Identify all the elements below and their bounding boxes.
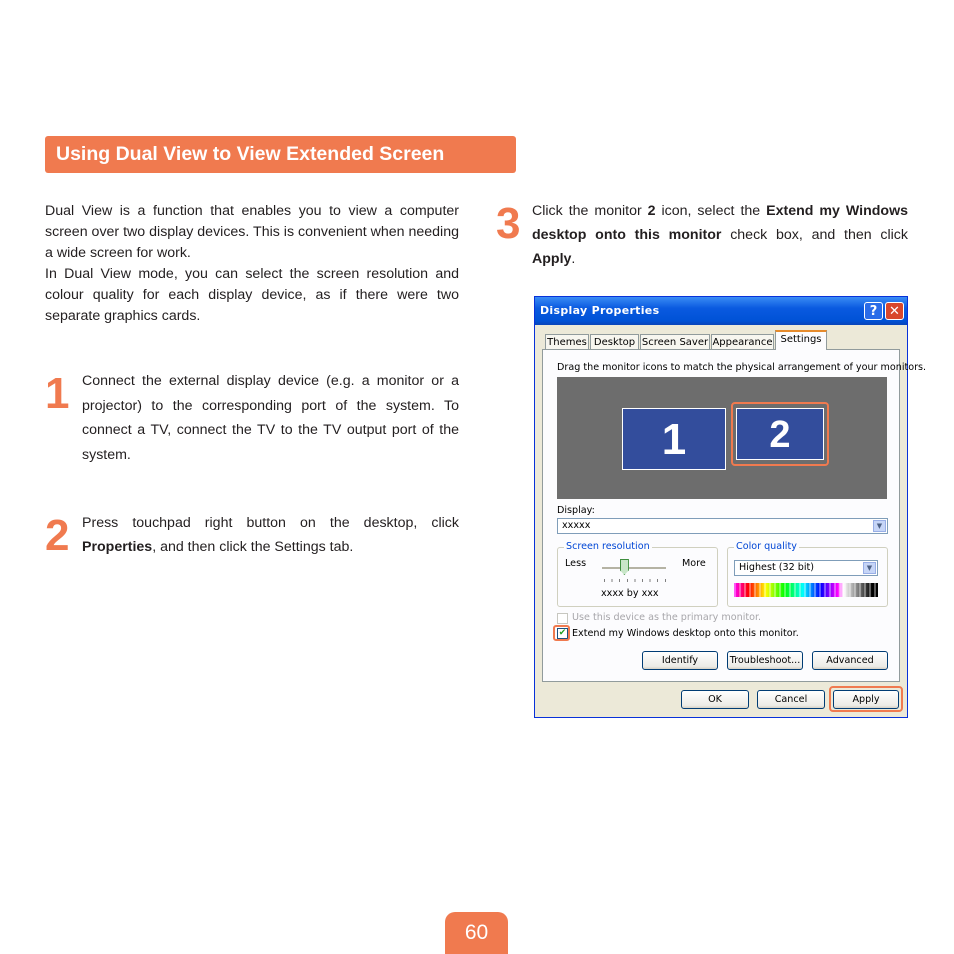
apply-button[interactable]: Apply bbox=[833, 690, 899, 709]
apply-highlight bbox=[829, 686, 903, 712]
step-1-paragraph: Connect the external display device (e.g. a monitor or a projector) to the corresponding port of the system. To connect a TV, connect the TV to the TV output port of the system. bbox=[82, 373, 459, 463]
intro-text bbox=[45, 201, 459, 327]
step-2-number: 2 bbox=[45, 511, 70, 560]
resolution-less-label: Less bbox=[565, 558, 587, 569]
tab-appearance[interactable]: Appearance bbox=[711, 334, 774, 350]
tab-desktop[interactable]: Desktop bbox=[590, 334, 639, 350]
monitor-arrangement-area[interactable] bbox=[557, 377, 887, 499]
settings-panel bbox=[542, 349, 927, 682]
step-3-bold: Apply bbox=[532, 251, 572, 267]
step-2-bold: Properties bbox=[82, 539, 153, 555]
monitor-1-icon[interactable]: 1 bbox=[622, 408, 726, 470]
color-quality-value: Highest (32 bit) bbox=[739, 562, 815, 573]
color-quality-select[interactable] bbox=[734, 560, 878, 576]
resolution-value: xxxx by xxx bbox=[601, 588, 659, 599]
display-value: xxxxx bbox=[562, 520, 591, 531]
arrange-instruction: Drag the monitor icons to match the physical arrangement of your monitors. bbox=[557, 362, 927, 373]
extend-desktop-label: Extend my Windows desktop onto this monitor. bbox=[572, 628, 799, 639]
page-number: 60 bbox=[445, 912, 508, 954]
extend-desktop-checkbox[interactable]: ✔ bbox=[558, 628, 567, 638]
color-quality-group bbox=[727, 541, 888, 607]
display-properties-dialog bbox=[534, 296, 927, 718]
resolution-slider-track[interactable] bbox=[602, 567, 666, 569]
tab-themes[interactable]: Themes bbox=[545, 334, 589, 350]
help-icon[interactable]: ? bbox=[864, 302, 883, 320]
color-spectrum-bar bbox=[734, 583, 878, 597]
resolution-more-label: More bbox=[682, 558, 706, 569]
step-3-bold: 2 bbox=[647, 203, 656, 219]
tab-screen-saver[interactable]: Screen Saver bbox=[640, 334, 710, 350]
dialog-title: Display Properties bbox=[540, 304, 660, 317]
step-3-text-part: check box, and then click bbox=[721, 227, 908, 243]
troubleshoot-button[interactable]: Troubleshoot... bbox=[727, 651, 803, 670]
intro-paragraph-1: Dual View is a function that enables you to view a computer screen over two display devices. This is convenient when needing a wide screen for work. bbox=[45, 203, 459, 261]
monitor-2-highlight bbox=[731, 402, 829, 466]
step-3-text-part: . bbox=[571, 251, 576, 267]
ok-button[interactable]: OK bbox=[681, 690, 749, 709]
dialog-titlebar[interactable] bbox=[535, 297, 907, 325]
step-2-text-part: Press touchpad right button on the desktop, click bbox=[82, 515, 459, 531]
display-label: Display: bbox=[557, 505, 595, 516]
primary-monitor-checkbox[interactable] bbox=[557, 613, 568, 624]
color-quality-legend: Color quality bbox=[736, 541, 797, 552]
step-1-text bbox=[82, 369, 459, 467]
monitor-2-icon[interactable]: 2 bbox=[736, 408, 824, 460]
step-3-number: 3 bbox=[496, 199, 521, 248]
chevron-down-icon[interactable]: ▼ bbox=[873, 520, 886, 532]
identify-button[interactable]: Identify bbox=[642, 651, 718, 670]
close-icon[interactable]: ✕ bbox=[885, 302, 904, 320]
step-3-text bbox=[532, 199, 908, 271]
extend-checkbox-highlight bbox=[553, 625, 570, 641]
step-2-text bbox=[82, 511, 459, 559]
section-heading: Using Dual View to View Extended Screen bbox=[45, 136, 516, 173]
primary-monitor-label: Use this device as the primary monitor. bbox=[572, 612, 762, 623]
resolution-slider-thumb[interactable] bbox=[620, 559, 629, 575]
step-3-text-part: icon, select the bbox=[655, 203, 767, 219]
display-select[interactable] bbox=[557, 518, 888, 534]
step-2-text-part: , and then click the Settings tab. bbox=[152, 539, 354, 555]
intro-paragraph-2: In Dual View mode, you can select the screen resolution and colour quality for each display device, as if there were two separate graphics cards. bbox=[45, 266, 459, 324]
screen-resolution-group bbox=[557, 541, 718, 607]
screen-resolution-legend: Screen resolution bbox=[566, 541, 650, 552]
chevron-down-icon[interactable]: ▼ bbox=[863, 562, 876, 574]
step-3-bold: Extend my Windows desktop onto this monitor bbox=[532, 203, 908, 243]
advanced-button[interactable]: Advanced bbox=[812, 651, 888, 670]
tab-settings[interactable]: Settings bbox=[775, 330, 827, 350]
step-1-number: 1 bbox=[45, 369, 70, 418]
resolution-slider-ticks bbox=[604, 579, 666, 582]
step-3-text-part: Click the monitor bbox=[532, 203, 648, 219]
cancel-button[interactable]: Cancel bbox=[757, 690, 825, 709]
